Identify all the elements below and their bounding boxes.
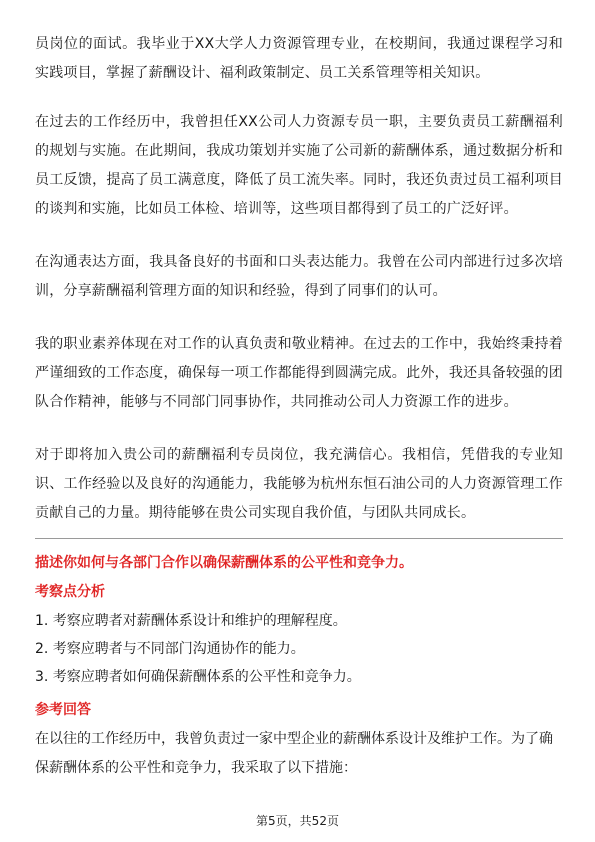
list-item: 1. 考察应聘者对薪酬体系设计和维护的理解程度。 [35,613,347,629]
page-content [35,30,563,783]
list-item: 2. 考察应聘者与不同部门沟通协作的能力。 [35,641,305,657]
analysis-heading: 考察点分析 [35,584,105,600]
body-paragraph: 在沟通表达方面，我具备良好的书面和口头表达能力。我曾在公司内部进行过多次培训，分享薪酬福利管理方面的知识和经验，得到了同事们的认可。 [35,254,563,299]
body-paragraph: 在过去的工作经历中，我曾担任XX公司人力资源专员一职，主要负责员工薪酬福利的规划与实施。在此期间，我成功策划并实施了公司新的薪酬体系，通过数据分析和员工反馈，提高了员工满意度，降低了员工流失率。同时，我还负责过员工福利项目的谈判和实施，比如员工体检、培训等，这些项目都得到了员工的广泛好评。 [35,114,563,217]
reference-heading: 参考回答 [35,702,91,718]
body-paragraph: 员岗位的面试。我毕业于XX大学人力资源管理专业，在校期间，我通过课程学习和实践项目，掌握了薪酬设计、福利政策制定、员工关系管理等相关知识。 [35,36,563,81]
section-divider [35,538,563,539]
analysis-list [35,607,563,691]
reference-answer: 在以往的工作经历中，我曾负责过一家中型企业的薪酬体系设计及维护工作。为了确保薪酬体系的公平性和竞争力，我采取了以下措施： [35,731,553,776]
body-paragraph: 对于即将加入贵公司的薪酬福利专员岗位，我充满信心。我相信，凭借我的专业知识、工作经验以及良好的沟通能力，我能够为杭州东恒石油公司的人力资源管理工作贡献自己的力量。期待能够在贵公司实现自我价值，与团队共同成长。 [35,447,563,521]
list-item: 3. 考察应聘者如何确保薪酬体系的公平性和竞争力。 [35,669,361,685]
question-heading: 描述你如何与各部门合作以确保薪酬体系的公平性和竞争力。 [35,555,413,571]
body-paragraph: 我的职业素养体现在对工作的认真负责和敬业精神。在过去的工作中，我始终秉持着严谨细致的工作态度，确保每一项工作都能得到圆满完成。此外，我还具备较强的团队合作精神，能够与不同部门同事协作，共同推动公司人力资源工作的进步。 [35,336,563,410]
page-number: 第5页，共52页 [256,814,339,828]
